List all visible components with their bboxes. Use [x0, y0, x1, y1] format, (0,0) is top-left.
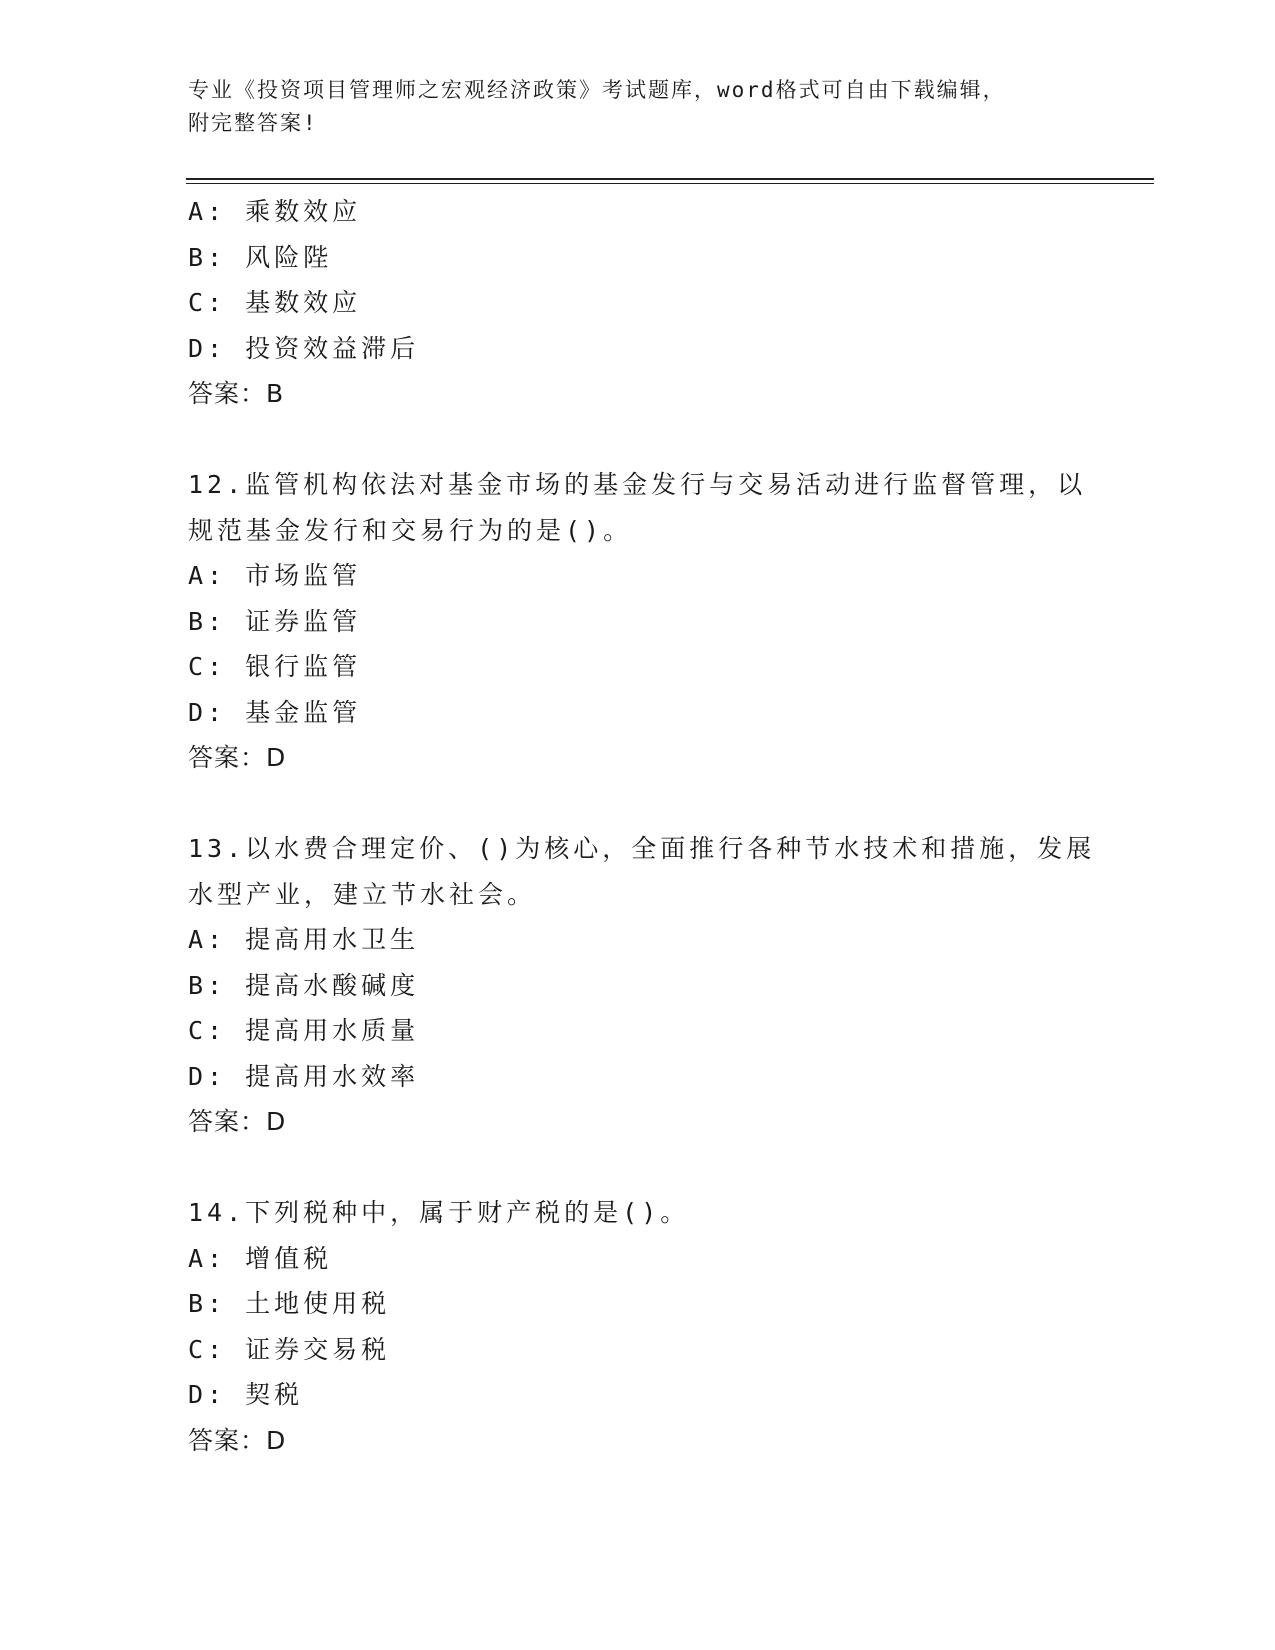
option-a: A: 提高用水卫生	[188, 925, 420, 954]
option-b: B: 证券监管	[188, 606, 362, 636]
spacer	[188, 417, 1088, 463]
option-c: C: 基数效应	[188, 288, 362, 317]
option-d: D: 投资效益滞后	[188, 333, 420, 363]
spacer	[188, 781, 1088, 827]
question-12	[188, 462, 1088, 781]
option-a: A: 增值税	[188, 1243, 333, 1273]
question-list	[188, 189, 1096, 1463]
answer-label: 答案：B	[188, 379, 285, 408]
question-stem-line: 规范基金发行和交易行为的是()。	[188, 515, 633, 545]
header-line-2: 附完整答案!	[188, 111, 318, 135]
question-stem-line: 13.以水费合理定价、()为核心，全面推行各种节水技术和措施，发展	[188, 834, 1096, 863]
option-b: B: 提高水酸碱度	[188, 970, 420, 1000]
answer-label: 答案：D	[188, 1425, 287, 1455]
option-a: A: 市场监管	[188, 561, 362, 590]
question-stem-line: 水型产业，建立节水社会。	[188, 879, 537, 909]
option-d: D: 契税	[188, 1380, 304, 1409]
option-c: C: 提高用水质量	[188, 1016, 420, 1045]
answer-label: 答案：D	[188, 1107, 287, 1136]
header-divider-thin	[186, 183, 1154, 184]
option-b: B: 风险陛	[188, 242, 333, 272]
option-a: A: 乘数效应	[188, 197, 362, 226]
question-13	[188, 826, 1096, 1145]
option-c: C: 银行监管	[188, 652, 362, 681]
question-14	[188, 1190, 1088, 1463]
header-divider-thick	[186, 178, 1154, 180]
option-b: B: 土地使用税	[188, 1289, 391, 1318]
document-header	[188, 74, 1088, 140]
option-c: C: 证券交易税	[188, 1334, 391, 1364]
answer-label: 答案：D	[188, 743, 287, 772]
question-stem-line: 14.下列税种中，属于财产税的是()。	[188, 1198, 690, 1227]
option-d: D: 基金监管	[188, 697, 362, 727]
option-d: D: 提高用水效率	[188, 1061, 420, 1091]
header-line-1: 专业《投资项目管理师之宏观经济政策》考试题库，word格式可自由下载编辑，	[188, 78, 1006, 102]
spacer	[188, 1145, 1088, 1191]
question-11-partial	[188, 189, 1088, 417]
question-stem-line: 12.监管机构依法对基金市场的基金发行与交易活动进行监督管理，以	[188, 470, 1087, 499]
